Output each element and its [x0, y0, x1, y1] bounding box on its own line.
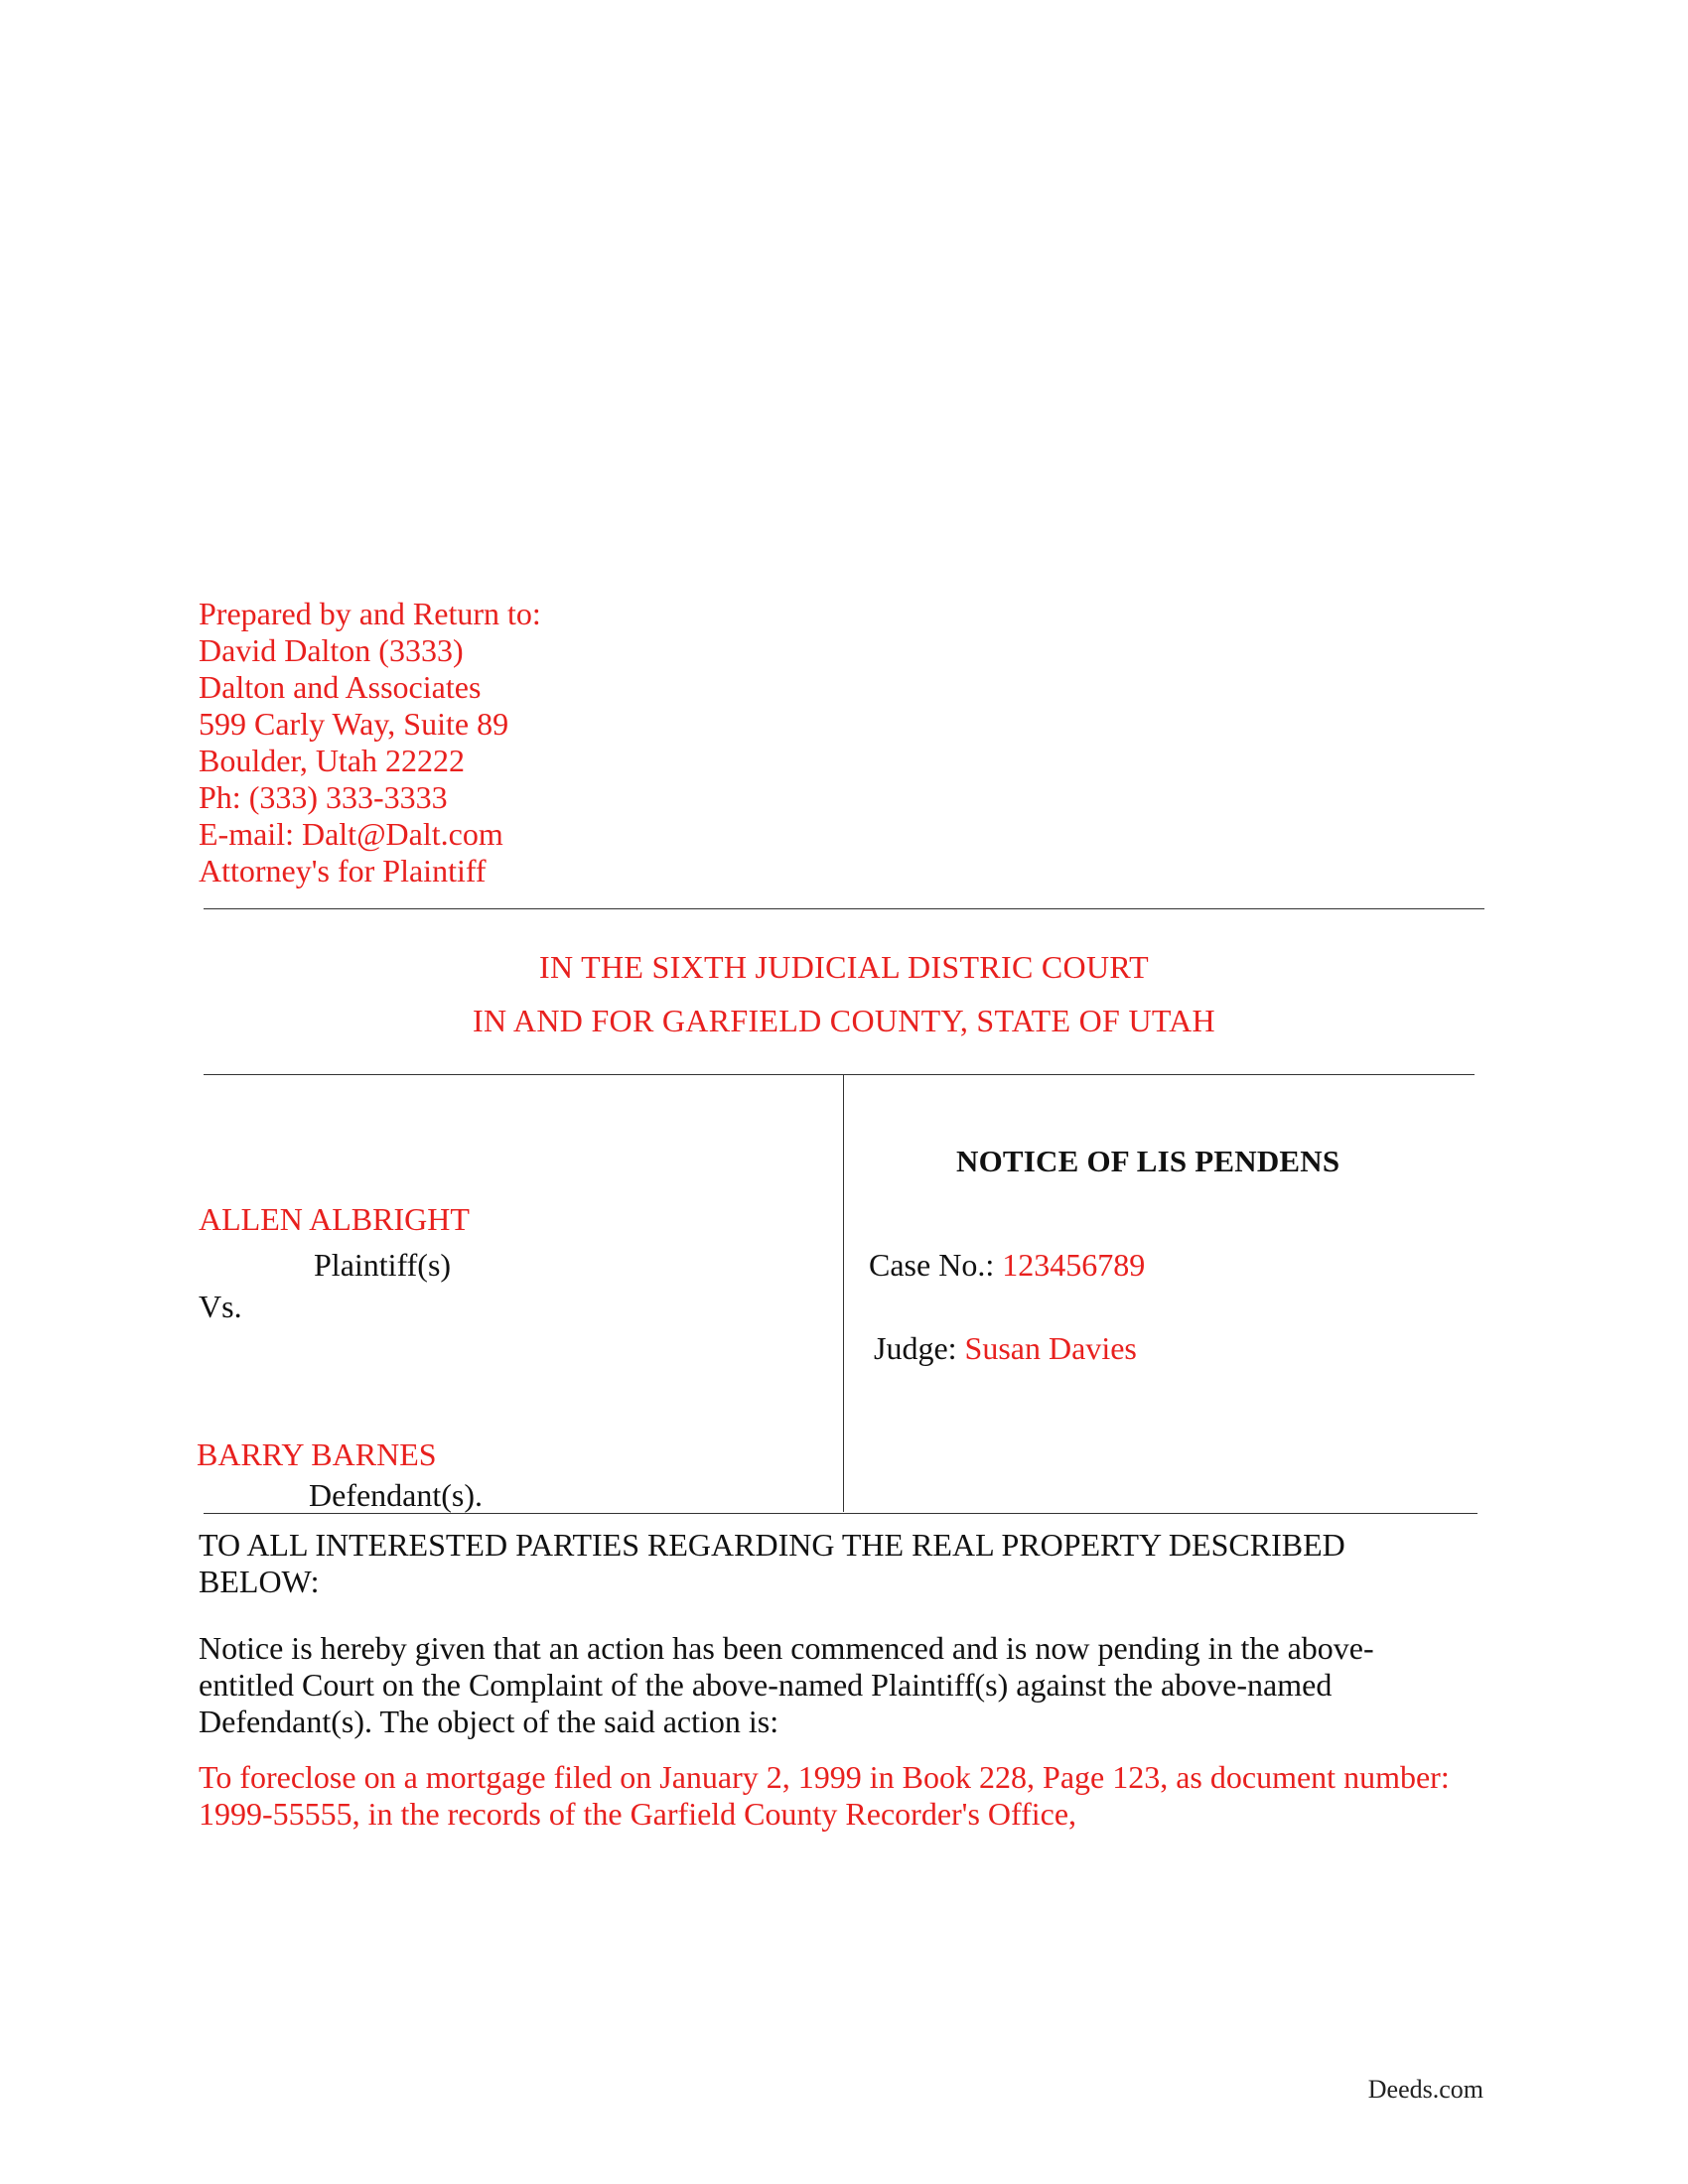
court-heading-line-2 — [0, 1003, 1688, 1039]
email-address: E-mail: Dalt@Dalt.com — [199, 816, 503, 852]
case-number-row — [869, 1247, 1145, 1284]
defendant-label: Defendant(s). — [309, 1477, 484, 1513]
return-to-block — [199, 596, 541, 889]
case-number-value: 123456789 — [1002, 1247, 1146, 1283]
address-line-1: 599 Carly Way, Suite 89 — [199, 706, 509, 742]
firm-name: Dalton and Associates — [199, 669, 482, 705]
plaintiff-name: ALLEN ALBRIGHT — [199, 1201, 470, 1237]
judge-row — [874, 1330, 1137, 1367]
case-number-label: Case No.: — [869, 1247, 995, 1283]
versus-label: Vs. — [199, 1289, 242, 1324]
attorney-name: David Dalton (3333) — [199, 632, 464, 668]
divider-caption-top — [204, 1074, 1475, 1075]
action-object-paragraph: To foreclose on a mortgage filed on January 2, 1999 in Book 228, Page 123, as document number: 1999-55555, in the records of the Garfield County Recorder's Office, — [199, 1759, 1450, 1832]
phone-number: Ph: (333) 333-3333 — [199, 779, 448, 815]
document-title: NOTICE OF LIS PENDENS — [956, 1144, 1340, 1178]
return-to-heading: Prepared by and Return to: — [199, 596, 541, 631]
caption-vertical-divider — [843, 1075, 844, 1512]
address-line-2: Boulder, Utah 22222 — [199, 743, 466, 778]
plaintiff-label: Plaintiff(s) — [314, 1247, 452, 1283]
judge-name: Susan Davies — [964, 1330, 1137, 1366]
defendant-name: BARRY BARNES — [197, 1436, 437, 1472]
judge-label: Judge: — [874, 1330, 957, 1366]
footer-brand: Deeds.com — [1367, 2075, 1483, 2104]
salutation-paragraph: TO ALL INTERESTED PARTIES REGARDING THE REAL PROPERTY DESCRIBED BELOW: — [199, 1527, 1345, 1599]
notice-paragraph: Notice is hereby given that an action has been commenced and is now pending in the above-entitled Court on the Complaint of the above-named Plaintiff(s) against the above-named Defendant(s). The object of the said action is: — [199, 1630, 1374, 1739]
court-jurisdiction: IN AND FOR GARFIELD COUNTY, STATE OF UTAH — [473, 1003, 1215, 1038]
court-name: IN THE SIXTH JUDICIAL DISTRIC COURT — [539, 949, 1149, 985]
divider-caption-bottom — [204, 1513, 1477, 1514]
attorney-role: Attorney's for Plaintiff — [199, 853, 487, 888]
court-heading-line-1 — [0, 949, 1688, 986]
divider-top — [204, 908, 1484, 909]
